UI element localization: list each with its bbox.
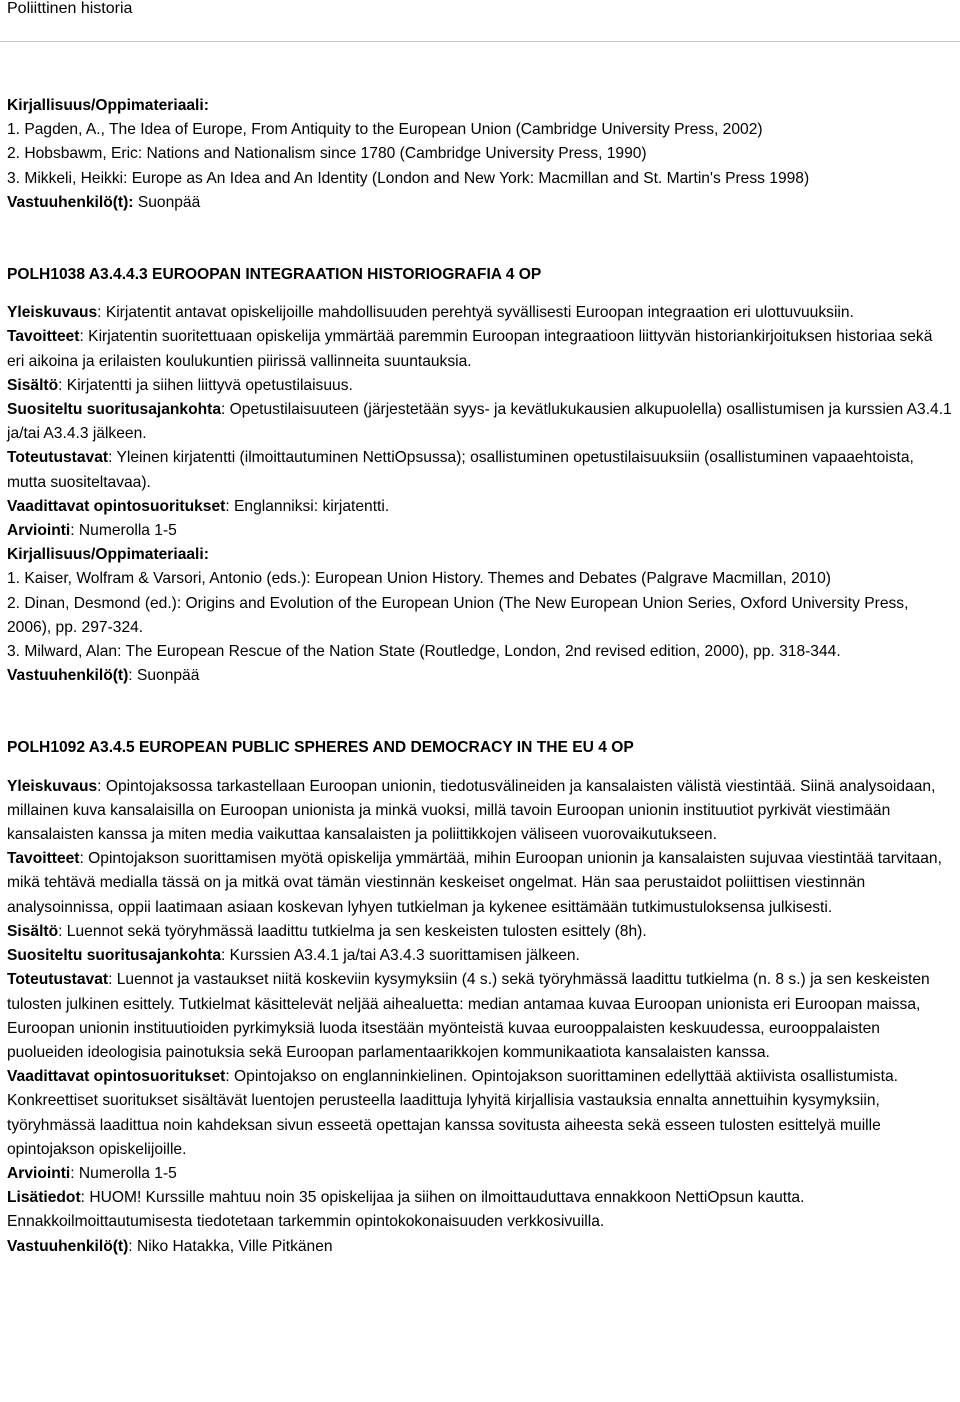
- required-paragraph: [7, 1065, 953, 1162]
- header-divider: [0, 41, 960, 42]
- grading-paragraph: [7, 1162, 953, 1186]
- literature-label: Kirjallisuus/Oppimateriaali:: [7, 546, 209, 564]
- overview-paragraph: [7, 775, 953, 848]
- methods-label: Toteutustavat: [7, 449, 109, 467]
- overview-text: : Opintojaksossa tarkastellaan Euroopan unionin, tiedotusvälineiden ja kansalaisten välistä viestintää. Siinä analysoidaan, millainen kuva kansalaisilla on Euroopan unionista ja minkä vuoksi, millä tavoin Euroopan unionin instituutiot pyrkivät viestimään kansalaisten kanssa ja miten media vaikuttaa kansalaisten ja poliittikkojen väliseen vuorovaikutukseen.: [7, 777, 936, 844]
- additional-info-text: : HUOM! Kurssille mahtuu noin 35 opiskelijaa ja siihen on ilmoittauduttava ennakkoon NettiOpsun kautta. Ennakkoilmoittautumisesta tiedotetaan tarkemmin opintokokonaisuuden verkkosivuilla.: [7, 1189, 805, 1231]
- section-spacer: [7, 215, 953, 263]
- document-body: [7, 94, 953, 1259]
- goals-text: : Kirjatentin suoritettuaan opiskelija ymmärtää paremmin Euroopan integraatioon liittyvän historiankirjoituksen historiaa sekä eri aikoina ja erilaisten koulukuntien piirissä vallinneita suuntauksia.: [7, 328, 933, 370]
- required-text: : Englanniksi: kirjatentti.: [225, 497, 390, 515]
- goals-paragraph: [7, 847, 953, 920]
- responsible-label: Vastuuhenkilö(t): [7, 1237, 129, 1255]
- overview-paragraph: [7, 301, 953, 325]
- goals-label: Tavoitteet: [7, 850, 80, 868]
- literature-item: 3. Milward, Alan: The European Rescue of the Nation State (Routledge, London, 2nd revised edition, 2000), pp. 318-344.: [7, 643, 841, 661]
- literature-item: 1. Pagden, A., The Idea of Europe, From Antiquity to the European Union (Cambridge University Press, 2002): [7, 121, 763, 139]
- literature-item: 2. Hobsbawm, Eric: Nations and Nationalism since 1780 (Cambridge University Press, 1990): [7, 145, 647, 163]
- responsible-label: Vastuuhenkilö(t):: [7, 193, 134, 211]
- heading-spacer: [7, 287, 953, 301]
- responsible-label: Vastuuhenkilö(t): [7, 667, 129, 685]
- grading-label: Arviointi: [7, 522, 71, 540]
- methods-text: : Yleinen kirjatentti (ilmoittautuminen NettiOpsussa); osallistuminen opetustilaisuuksiin (osallistuminen vapaaehtoista, mutta suositeltavaa).: [7, 449, 914, 491]
- goals-paragraph: [7, 325, 953, 373]
- responsible-value: Suonpää: [133, 193, 201, 211]
- responsible-line: [7, 191, 953, 215]
- responsible-value: : Niko Hatakka, Ville Pitkänen: [128, 1237, 333, 1255]
- timing-paragraph: [7, 398, 953, 446]
- section-spacer: [7, 688, 953, 736]
- page-header: [7, 0, 132, 18]
- content-label: Sisältö: [7, 922, 59, 940]
- methods-paragraph: [7, 446, 953, 494]
- content-paragraph: [7, 920, 953, 944]
- literature-item: 3. Mikkeli, Heikki: Europe as An Idea and An Identity (London and New York: Macmillan and St. Martin's Press 1998): [7, 169, 810, 187]
- overview-label: Yleiskuvaus: [7, 304, 98, 322]
- previous-course-tail: [7, 94, 953, 215]
- responsible-line: [7, 664, 953, 688]
- goals-label: Tavoitteet: [7, 328, 80, 346]
- timing-label: Suositeltu suoritusajankohta: [7, 401, 222, 419]
- course-polh1038: [7, 263, 953, 688]
- literature-item: 1. Kaiser, Wolfram & Varsori, Antonio (eds.): European Union History. Themes and Debates (Palgrave Macmillan, 2010): [7, 570, 831, 588]
- content-label: Sisältö: [7, 376, 59, 394]
- content-text: : Luennot sekä työryhmässä laadittu tutkielma ja sen keskeisten tulosten esittely (8h).: [58, 922, 647, 940]
- additional-info-paragraph: [7, 1186, 953, 1234]
- required-text: : Opintojakso on englanninkielinen. Opintojakson suorittaminen edellyttää aktiivista osallistumista. Konkreettiset suoritukset sisältävät luentojen perusteella laadittuja lyhyitä kirjallisia vastauksia ennalta annettuihin kysymyksiin, työryhmässä laadittua noin kahdeksan sivun esseetä opettajan kanssa sovitusta aiheesta sekä esseen tulosten esittelyä muille opintojakson opiskelijoille.: [7, 1068, 898, 1158]
- additional-info-label: Lisätiedot: [7, 1189, 81, 1207]
- heading-spacer: [7, 761, 953, 775]
- timing-label: Suositeltu suoritusajankohta: [7, 947, 222, 965]
- literature-label: Kirjallisuus/Oppimateriaali:: [7, 97, 209, 114]
- course-heading: POLH1092 A3.4.5 EUROPEAN PUBLIC SPHERES AND DEMOCRACY IN THE EU 4 OP: [7, 739, 634, 757]
- responsible-line: [7, 1235, 953, 1259]
- content-paragraph: [7, 374, 953, 398]
- required-paragraph: [7, 495, 953, 519]
- grading-text: : Numerolla 1-5: [70, 1164, 177, 1182]
- methods-label: Toteutustavat: [7, 971, 109, 989]
- grading-paragraph: [7, 519, 953, 543]
- timing-paragraph: [7, 944, 953, 968]
- methods-paragraph: [7, 968, 953, 1065]
- grading-label: Arviointi: [7, 1164, 71, 1182]
- overview-text: : Kirjatentit antavat opiskelijoille mahdollisuuden perehtyä syvällisesti Euroopan integraation eri ulottuvuuksiin.: [97, 304, 854, 322]
- content-text: : Kirjatentti ja siihen liittyvä opetustilaisuus.: [58, 376, 353, 394]
- course-polh1092: [7, 736, 953, 1258]
- required-label: Vaadittavat opintosuoritukset: [7, 1068, 226, 1086]
- grading-text: : Numerolla 1-5: [70, 522, 177, 540]
- goals-text: : Opintojakson suorittamisen myötä opiskelija ymmärtää, mihin Euroopan unionin ja kansalaisten sujuvaa viestintää tarvitaan, mikä tehtävä medialla tässä on ja mitkä ovat tämän viestinnän keskeiset ongelmat. Hän saa perustaidot poliittisen viestinnän analysoinnissa, oppii laatimaan asiaan koskevan lyhyen tutkielman ja kykenee esittämään tutkimustuloksensa julkisesti.: [7, 850, 942, 916]
- page-title: Poliittinen historia: [7, 0, 133, 17]
- literature-item: 2. Dinan, Desmond (ed.): Origins and Evolution of the European Union (The New European Union Series, Oxford University Press, 2006), pp. 297-324.: [7, 594, 909, 636]
- course-heading: POLH1038 A3.4.4.3 EUROOPAN INTEGRAATION HISTORIOGRAFIA 4 OP: [7, 266, 542, 284]
- methods-text: : Luennot ja vastaukset niitä koskeviin kysymyksiin (4 s.) sekä työryhmässä laadittu tutkielma (n. 8 s.) ja sen keskeisten tulosten julkinen esittely. Tutkielmat käsittelevät neljää aihealuetta: median antamaa kuvaa Euroopan unionista eri Euroopan maissa, Euroopan unionin instituutioiden pyrkimyksiä luoda itsestään myönteistä kuvaa eurooppalaisten keskuudessa, eurooppalaisten puolueiden ideologisia painotuksia sekä Euroopan parlamentaarikkojen kommunikaatiota kansalaisten kanssa.: [7, 971, 930, 1061]
- overview-label: Yleiskuvaus: [7, 777, 98, 795]
- timing-text: : Kurssien A3.4.1 ja/tai A3.4.3 suorittamisen jälkeen.: [221, 947, 580, 965]
- timing-text: : Opetustilaisuuteen (järjestetään syys- ja kevätlukukausien alkupuolella) osallistumisen ja kurssien A3.4.1 ja/tai A3.4.3 jälkeen.: [7, 401, 952, 443]
- required-label: Vaadittavat opintosuoritukset: [7, 497, 226, 515]
- responsible-value: : Suonpää: [128, 667, 200, 685]
